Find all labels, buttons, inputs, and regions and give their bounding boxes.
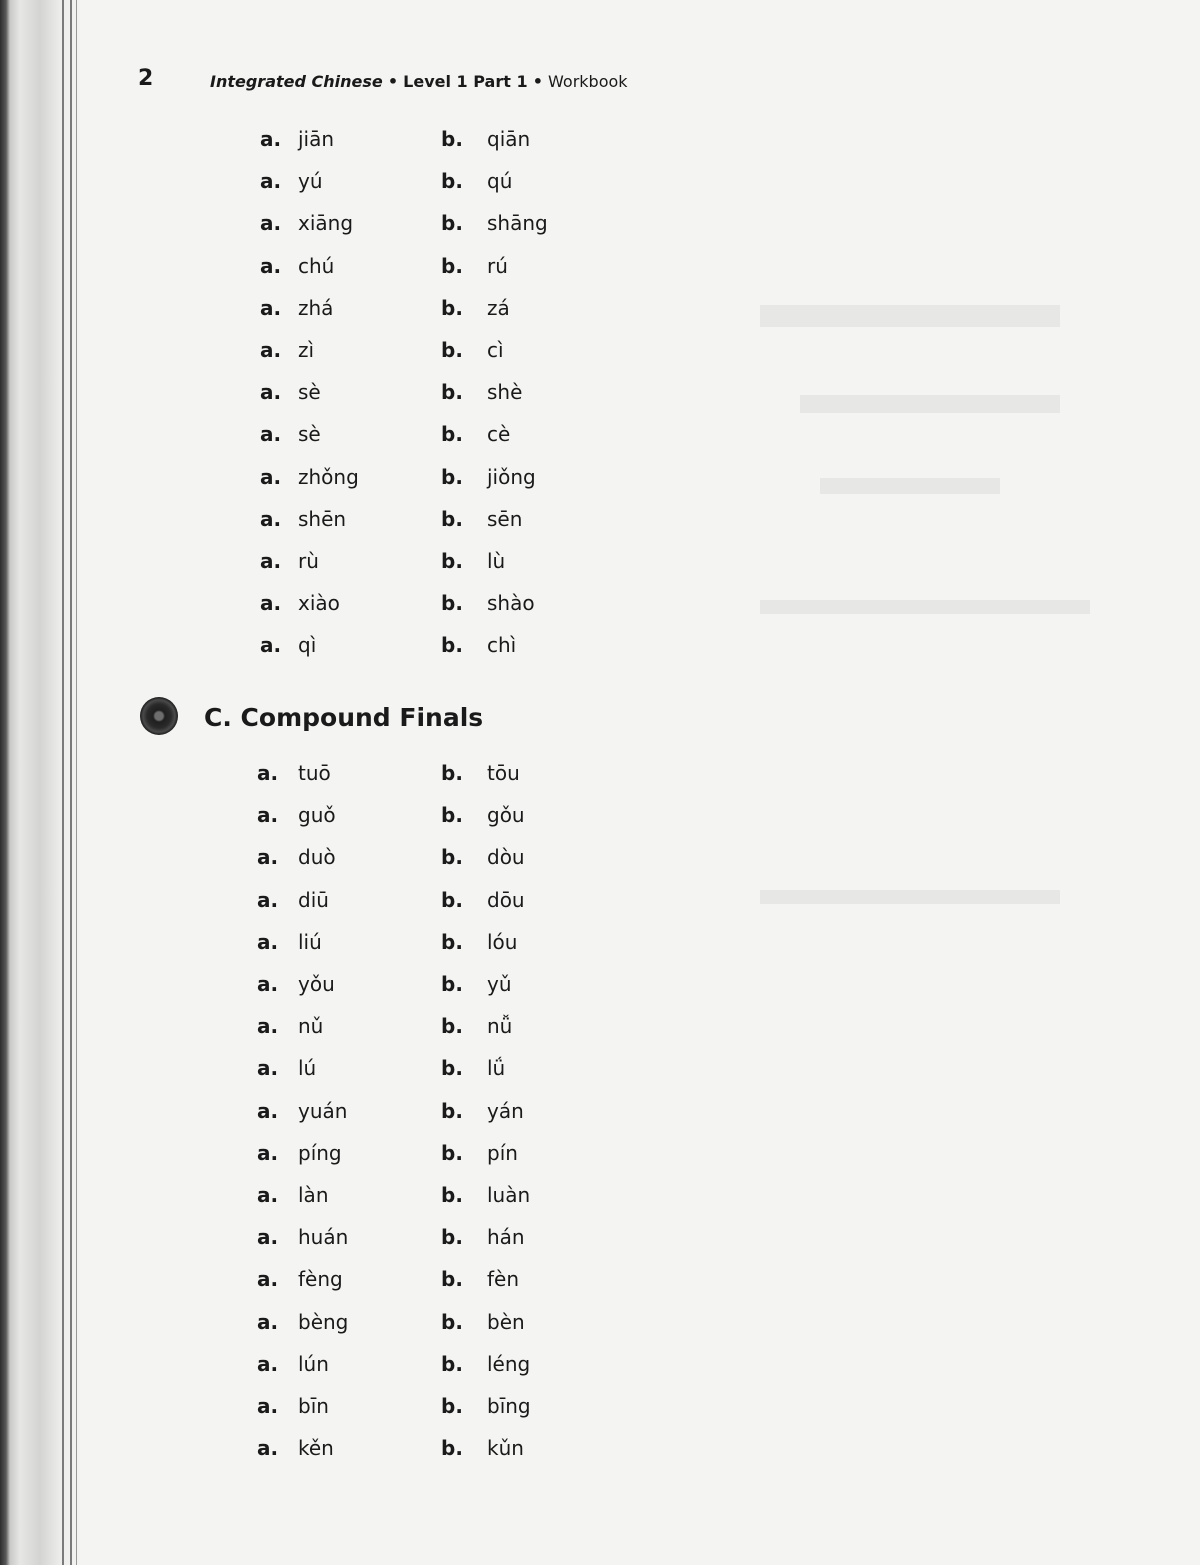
option-b-syllable: shè (487, 380, 523, 405)
option-a-label: a. (260, 549, 282, 573)
option-a-label: a. (260, 422, 282, 447)
option-b-label: b. (441, 929, 463, 954)
option-a-syllable: zì (298, 338, 315, 362)
option-b-syllable: fèn (487, 1267, 520, 1292)
option-a-syllable: xiào (298, 591, 340, 616)
book-level: Level 1 Part 1 (403, 72, 528, 91)
bleed-through-mark (800, 395, 1060, 413)
option-b-label: b. (441, 549, 463, 573)
option-a-syllable: jiān (298, 127, 335, 151)
exercise-row (0, 507, 700, 537)
header-separator: • (532, 72, 543, 91)
option-b-label: b. (441, 1098, 463, 1123)
option-a-syllable: yú (298, 169, 323, 194)
option-a-label: a. (257, 1351, 279, 1376)
option-a-syllable: bīn (298, 1394, 329, 1418)
bleed-through-mark (760, 305, 1060, 327)
option-b-syllable: yǔ (487, 972, 512, 996)
option-a-label: a. (260, 380, 282, 405)
option-a-syllable: bèng (298, 1309, 349, 1334)
section-c-heading: C. Compound Finals (204, 703, 484, 732)
option-a-label: a. (257, 1394, 279, 1418)
book-title: Integrated Chinese (210, 72, 383, 91)
option-a-syllable: lún (298, 1351, 329, 1376)
option-a-label: a. (257, 1267, 279, 1292)
exercise-row (0, 633, 700, 663)
option-a-syllable: yǒu (298, 972, 335, 996)
option-a-syllable: sè (298, 380, 321, 405)
option-a-syllable: rù (298, 549, 319, 573)
option-b-label: b. (441, 591, 463, 616)
audio-cd-icon (140, 697, 178, 735)
exercise-row (0, 1267, 700, 1297)
option-b-syllable: sēn (487, 506, 523, 531)
option-a-syllable: liú (298, 929, 322, 954)
exercise-row (0, 1183, 700, 1213)
exercise-row (0, 845, 700, 875)
option-a-syllable: làn (298, 1183, 329, 1207)
exercise-row (0, 549, 700, 579)
option-a-label: a. (260, 633, 282, 658)
option-a-label: a. (257, 845, 279, 870)
option-b-label: b. (441, 422, 463, 447)
bleed-through-mark (820, 478, 1000, 494)
exercise-row (0, 1056, 700, 1086)
option-b-label: b. (441, 211, 463, 236)
option-b-label: b. (441, 887, 463, 912)
exercise-row (0, 254, 700, 284)
option-a-syllable: tuō (298, 761, 331, 785)
option-b-syllable: léng (487, 1351, 531, 1376)
exercise-row (0, 380, 700, 410)
option-b-syllable: shào (487, 591, 535, 616)
exercise-row (0, 465, 700, 495)
option-a-label: a. (257, 972, 279, 996)
option-a-label: a. (260, 127, 282, 151)
option-b-syllable: hán (487, 1225, 525, 1250)
option-b-syllable: pín (487, 1140, 518, 1165)
option-b-syllable: zá (487, 295, 510, 320)
option-a-label: a. (257, 1140, 279, 1165)
exercise-row (0, 211, 700, 241)
option-a-label: a. (257, 1436, 279, 1461)
option-a-label: a. (257, 803, 279, 828)
exercise-row (0, 972, 700, 1002)
option-b-label: b. (441, 1436, 463, 1461)
exercise-row (0, 422, 700, 452)
exercise-row (0, 591, 700, 621)
exercise-row (0, 1141, 700, 1171)
option-b-syllable: luàn (487, 1183, 531, 1207)
option-a-label: a. (257, 887, 279, 912)
option-b-syllable: lǘ (487, 1056, 506, 1081)
exercise-row (0, 169, 700, 199)
option-b-label: b. (441, 1351, 463, 1376)
option-b-label: b. (441, 338, 463, 362)
option-b-syllable: yán (487, 1098, 524, 1123)
option-a-syllable: lú (298, 1056, 317, 1081)
option-b-syllable: gǒu (487, 803, 525, 828)
option-b-syllable: rú (487, 253, 508, 278)
option-b-label: b. (441, 1056, 463, 1081)
exercise-row (0, 1099, 700, 1129)
option-a-syllable: qì (298, 633, 317, 658)
option-a-label: a. (260, 591, 282, 616)
option-b-syllable: jiǒng (487, 464, 536, 489)
option-a-label: a. (260, 464, 282, 489)
exercise-row (0, 296, 700, 326)
option-a-label: a. (257, 761, 279, 785)
option-b-label: b. (441, 1267, 463, 1292)
option-b-label: b. (441, 761, 463, 785)
option-a-label: a. (257, 1225, 279, 1250)
option-b-syllable: qú (487, 169, 513, 194)
option-b-label: b. (441, 803, 463, 828)
option-b-syllable: bèn (487, 1309, 525, 1334)
option-a-syllable: zhǒng (298, 464, 359, 489)
book-type: Workbook (548, 72, 628, 91)
option-b-syllable: cì (487, 338, 504, 362)
exercise-row (0, 1225, 700, 1255)
option-a-syllable: zhá (298, 295, 334, 320)
option-a-syllable: kěn (298, 1436, 334, 1461)
option-b-label: b. (441, 380, 463, 405)
option-b-syllable: dòu (487, 845, 525, 870)
option-a-syllable: xiāng (298, 211, 354, 236)
exercise-row (0, 127, 700, 157)
option-b-label: b. (441, 464, 463, 489)
exercise-row (0, 761, 700, 791)
option-b-syllable: cè (487, 422, 511, 447)
option-a-syllable: diū (298, 887, 329, 912)
option-a-label: a. (257, 1098, 279, 1123)
option-a-label: a. (257, 1056, 279, 1081)
option-b-syllable: bīng (487, 1394, 531, 1418)
option-a-label: a. (260, 211, 282, 236)
header-separator: • (387, 72, 399, 91)
option-a-label: a. (260, 169, 282, 194)
option-b-label: b. (441, 845, 463, 870)
option-b-syllable: nǚ (487, 1014, 513, 1039)
bleed-through-mark (760, 600, 1090, 614)
bleed-through-mark (760, 890, 1060, 904)
option-b-label: b. (441, 1140, 463, 1165)
exercise-row (0, 1436, 700, 1466)
exercise-row (0, 803, 700, 833)
exercise-row (0, 888, 700, 918)
option-a-label: a. (257, 1309, 279, 1334)
option-a-syllable: duò (298, 845, 336, 870)
option-a-label: a. (257, 1014, 279, 1039)
option-a-syllable: fèng (298, 1267, 343, 1292)
option-b-label: b. (441, 253, 463, 278)
option-b-syllable: shāng (487, 211, 548, 236)
option-b-label: b. (441, 1225, 463, 1250)
option-b-label: b. (441, 633, 463, 658)
page-number: 2 (138, 66, 154, 91)
option-a-syllable: yuán (298, 1098, 348, 1123)
exercise-row (0, 1014, 700, 1044)
option-b-label: b. (441, 295, 463, 320)
option-a-label: a. (260, 253, 282, 278)
exercise-row (0, 338, 700, 368)
option-b-syllable: kǔn (487, 1436, 524, 1461)
option-a-syllable: guǒ (298, 803, 336, 828)
option-b-label: b. (441, 972, 463, 996)
option-b-label: b. (441, 1014, 463, 1039)
option-a-label: a. (260, 338, 282, 362)
exercise-row (0, 930, 700, 960)
option-b-syllable: lù (487, 549, 506, 573)
option-b-label: b. (441, 127, 463, 151)
option-a-syllable: huán (298, 1225, 349, 1250)
option-a-syllable: sè (298, 422, 321, 447)
exercise-row (0, 1352, 700, 1382)
option-a-label: a. (257, 1183, 279, 1207)
option-a-label: a. (260, 295, 282, 320)
option-a-label: a. (260, 506, 282, 531)
exercise-row (0, 1394, 700, 1424)
option-b-syllable: tōu (487, 761, 520, 785)
exercise-row (0, 1310, 700, 1340)
option-b-label: b. (441, 1309, 463, 1334)
option-b-label: b. (441, 169, 463, 194)
option-b-syllable: lóu (487, 929, 518, 954)
option-b-label: b. (441, 1394, 463, 1418)
option-b-syllable: qiān (487, 127, 531, 151)
option-b-label: b. (441, 506, 463, 531)
option-b-label: b. (441, 1183, 463, 1207)
option-a-syllable: shēn (298, 506, 347, 531)
option-a-label: a. (257, 929, 279, 954)
option-b-syllable: chì (487, 633, 517, 658)
option-a-syllable: nǔ (298, 1014, 324, 1039)
option-a-syllable: chú (298, 253, 335, 278)
running-header (210, 72, 628, 91)
option-b-syllable: dōu (487, 887, 525, 912)
option-a-syllable: píng (298, 1140, 342, 1165)
